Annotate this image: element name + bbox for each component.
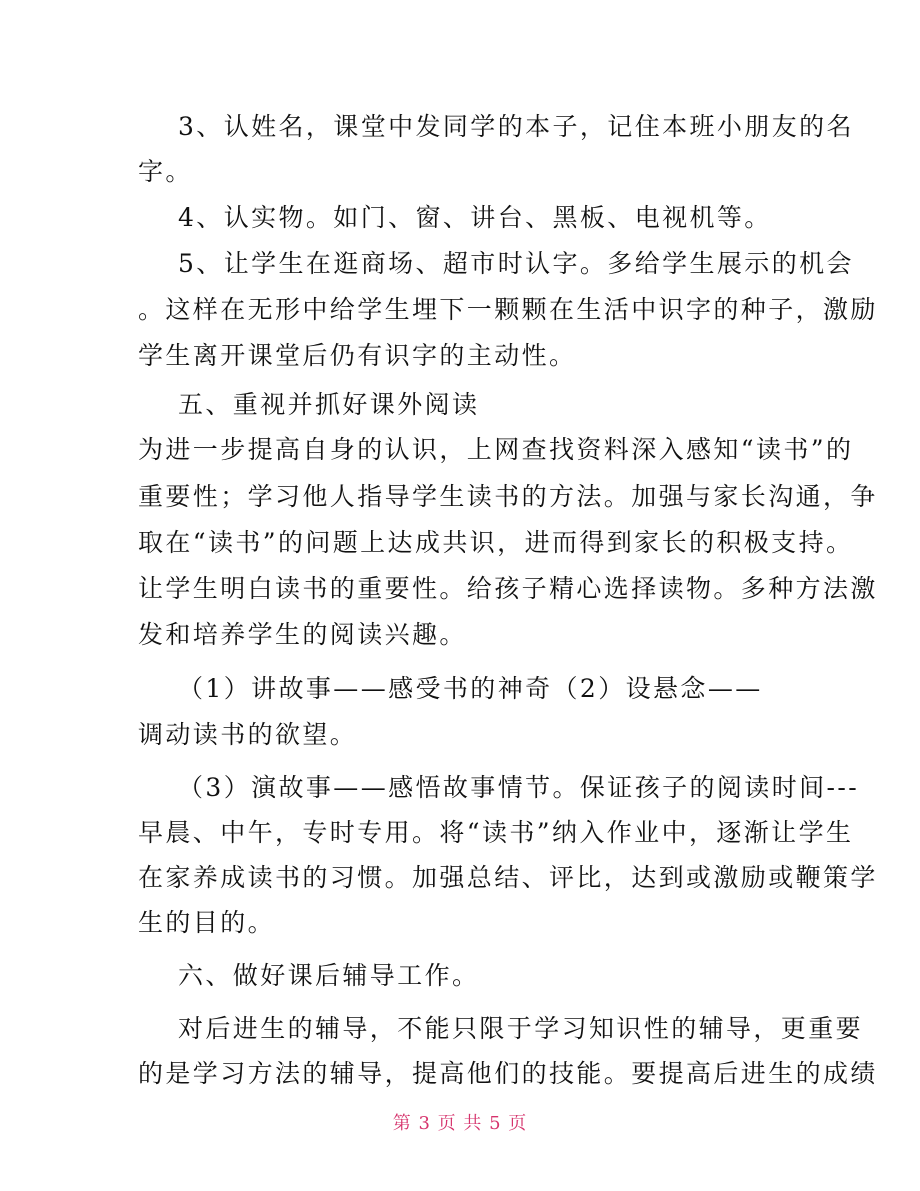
text-line: （1）讲故事——感受书的神奇（2）设悬念—— bbox=[178, 674, 763, 703]
text-line: 3、认姓名，课堂中发同学的本子，记住本班小朋友的名 bbox=[178, 112, 854, 141]
text-line: 生的目的。 bbox=[138, 908, 276, 937]
text-line: 为进一步提高自身的认识，上网查找资料深入感知“读书”的 bbox=[138, 435, 854, 464]
text-line: 5、让学生在逛商场、超市时认字。多给学生展示的机会 bbox=[178, 249, 854, 278]
text-line: 字。 bbox=[138, 157, 193, 186]
text-line: 取在“读书”的问题上达成共识，进而得到家长的积极支持。 bbox=[138, 528, 854, 557]
section-heading: 六、做好课后辅导工作。 bbox=[178, 961, 480, 990]
text-line: 重要性；学习他人指导学生读书的方法。加强与家长沟通，争 bbox=[138, 482, 878, 511]
page-number-footer: 第 3 页 共 5 页 bbox=[392, 1113, 528, 1134]
text-line: 。这样在无形中给学生埋下一颗颗在生活中识字的种子，激励 bbox=[138, 295, 878, 324]
section-heading: 五、重视并抓好课外阅读 bbox=[178, 390, 480, 419]
text-line: （3）演故事——感悟故事情节。保证孩子的阅读时间--- bbox=[178, 773, 860, 802]
text-line: 早晨、中午，专时专用。将“读书”纳入作业中，逐渐让学生 bbox=[138, 818, 854, 847]
text-line: 4、认实物。如门、窗、讲台、黑板、电视机等。 bbox=[178, 203, 772, 232]
text-line: 在家养成读书的习惯。加强总结、评比，达到或激励或鞭策学 bbox=[138, 863, 878, 892]
text-line: 对后进生的辅导，不能只限于学习知识性的辅导，更重要 bbox=[178, 1014, 864, 1043]
text-line: 学生离开课堂后仍有识字的主动性。 bbox=[138, 341, 577, 370]
text-line: 的是学习方法的辅导，提高他们的技能。要提高后进生的成绩 bbox=[138, 1059, 878, 1088]
text-line: 发和培养学生的阅读兴趣。 bbox=[138, 620, 467, 649]
text-line: 让学生明白读书的重要性。给孩子精心选择读物。多种方法激 bbox=[138, 574, 878, 603]
text-line: 调动读书的欲望。 bbox=[138, 720, 358, 749]
